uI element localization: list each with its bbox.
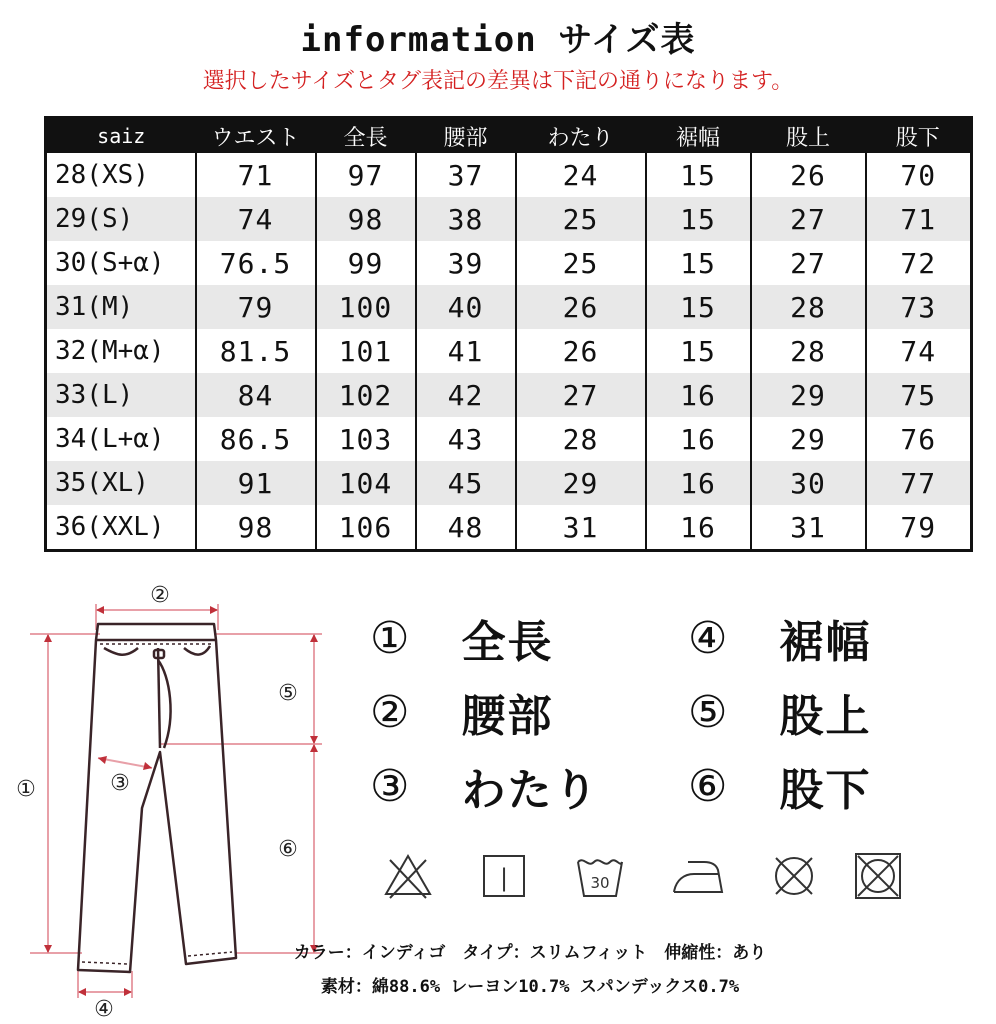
measurement-cell: 28: [751, 285, 866, 329]
legend-item: [688, 680, 871, 744]
iron-low-icon: [670, 848, 726, 904]
measurement-cell: 15: [646, 197, 751, 241]
measurement-cell: 25: [516, 241, 646, 285]
measurement-cell: 75: [866, 373, 972, 417]
measurement-cell: 74: [866, 329, 972, 373]
label-rise: ⑤: [278, 681, 298, 706]
measurement-cell: 15: [646, 241, 751, 285]
no-tumble-dry-icon: [766, 848, 822, 904]
measurement-cell: 24: [516, 153, 646, 197]
measurement-cell: 74: [196, 197, 316, 241]
measurement-cell: 37: [416, 153, 516, 197]
measurement-cell: 45: [416, 461, 516, 505]
measurement-cell: 103: [316, 417, 416, 461]
size-cell: 30(S+α): [46, 241, 196, 285]
measurement-cell: 26: [751, 153, 866, 197]
measurement-cell: 76: [866, 417, 972, 461]
size-cell: 34(L+α): [46, 417, 196, 461]
label-hem: ④: [94, 997, 114, 1022]
legend-number: ④: [688, 612, 728, 664]
page-subtitle: 選択したサイズとタグ表記の差異は下記の通りになります。: [202, 69, 794, 94]
legend-label: 全長: [461, 617, 554, 668]
measurement-cell: 102: [316, 373, 416, 417]
measurement-cell: 99: [316, 241, 416, 285]
table-row: [46, 153, 972, 197]
measurement-cell: 97: [316, 153, 416, 197]
size-table: [44, 116, 973, 552]
measurement-cell: 28: [751, 329, 866, 373]
table-row: [46, 505, 972, 551]
measurement-cell: 106: [316, 505, 416, 551]
measurement-cell: 26: [516, 285, 646, 329]
product-attributes: カラー：インディゴ タイプ：スリムフィット 伸縮性：あり: [293, 943, 767, 963]
table-row: [46, 373, 972, 417]
header-thigh: わたり: [516, 118, 646, 154]
measurement-cell: 41: [416, 329, 516, 373]
measurement-cell: 76.5: [196, 241, 316, 285]
measurement-cell: 71: [866, 197, 972, 241]
header-waist: ウエスト: [196, 118, 316, 154]
measurement-cell: 16: [646, 417, 751, 461]
legend-item: [370, 680, 553, 744]
measurement-cell: 30: [751, 461, 866, 505]
measurement-cell: 40: [416, 285, 516, 329]
measurement-cell: 70: [866, 153, 972, 197]
measurement-cell: 101: [316, 329, 416, 373]
size-cell: 35(XL): [46, 461, 196, 505]
table-row: [46, 285, 972, 329]
no-bleach-icon: [380, 848, 436, 904]
label-thigh: ③: [110, 771, 130, 796]
measurement-cell: 26: [516, 329, 646, 373]
measurement-cell: 81.5: [196, 329, 316, 373]
measurement-cell: 31: [516, 505, 646, 551]
legend-item: [370, 606, 553, 670]
measurement-cell: 25: [516, 197, 646, 241]
table-row: [46, 417, 972, 461]
measurement-cell: 15: [646, 329, 751, 373]
measurement-cell: 38: [416, 197, 516, 241]
legend-label: 股下: [779, 765, 872, 816]
measurement-cell: 15: [646, 153, 751, 197]
legend-item: [688, 606, 871, 670]
legend-label: 裾幅: [779, 617, 872, 668]
wash-30-icon: [572, 848, 628, 904]
measurement-cell: 27: [751, 241, 866, 285]
measurement-cell: 98: [196, 505, 316, 551]
material-composition: 素材：綿88.6% レーヨン10.7% スパンデックス0.7%: [320, 977, 740, 997]
measurement-cell: 27: [516, 373, 646, 417]
measurement-cell: 15: [646, 285, 751, 329]
measurement-cell: 16: [646, 373, 751, 417]
measurement-cell: 28: [516, 417, 646, 461]
measurement-cell: 29: [516, 461, 646, 505]
legend-label: 股上: [779, 691, 872, 742]
measurement-cell: 79: [196, 285, 316, 329]
measurement-cell: 16: [646, 505, 751, 551]
measurement-cell: 98: [316, 197, 416, 241]
label-inseam: ⑥: [278, 837, 298, 862]
measurement-cell: 91: [196, 461, 316, 505]
legend-label: 腰部: [461, 691, 554, 742]
measurement-cell: 42: [416, 373, 516, 417]
measurement-cell: 31: [751, 505, 866, 551]
header-inseam: 股下: [866, 118, 972, 154]
wash-temp: 30: [590, 874, 610, 892]
care-icons: [380, 848, 920, 904]
measurement-cell: 104: [316, 461, 416, 505]
measurement-cell: 84: [196, 373, 316, 417]
header-full-length: 全長: [316, 118, 416, 154]
table-row: [46, 329, 972, 373]
legend-number: ⑥: [688, 760, 728, 812]
measurement-cell: 100: [316, 285, 416, 329]
table-body: [46, 153, 972, 551]
measurement-cell: 16: [646, 461, 751, 505]
measurement-cell: 86.5: [196, 417, 316, 461]
measurement-cell: 39: [416, 241, 516, 285]
size-cell: 33(L): [46, 373, 196, 417]
legend-item: [370, 754, 599, 818]
measurement-cell: 43: [416, 417, 516, 461]
measurement-cell: 77: [866, 461, 972, 505]
no-dryclean-icon: [850, 848, 906, 904]
measurement-cell: 72: [866, 241, 972, 285]
size-cell: 28(XS): [46, 153, 196, 197]
dry-mark: |: [499, 864, 509, 892]
label-full-length: ①: [16, 777, 36, 802]
legend-number: ③: [370, 760, 410, 812]
measurement-cell: 71: [196, 153, 316, 197]
measurement-cell: 27: [751, 197, 866, 241]
line-dry-icon: [476, 848, 532, 904]
legend-item: [688, 754, 871, 818]
legend-label: わたり: [461, 765, 600, 816]
header-rise: 股上: [751, 118, 866, 154]
table-row: [46, 461, 972, 505]
measurement-cell: 29: [751, 373, 866, 417]
measurement-cell: 79: [866, 505, 972, 551]
header-hem: 裾幅: [646, 118, 751, 154]
table-row: [46, 197, 972, 241]
size-cell: 29(S): [46, 197, 196, 241]
table-header-row: [46, 118, 972, 154]
measurement-cell: 48: [416, 505, 516, 551]
header-hip: 腰部: [416, 118, 516, 154]
legend-number: ①: [370, 612, 410, 664]
header-size: saiz: [46, 118, 196, 154]
label-waist: ②: [150, 583, 170, 608]
legend-number: ⑤: [688, 686, 728, 738]
pants-stitching: [82, 644, 232, 964]
table-row: [46, 241, 972, 285]
measurement-cell: 73: [866, 285, 972, 329]
pants-outline: [78, 624, 236, 972]
legend-number: ②: [370, 686, 410, 738]
page-title: information サイズ表: [300, 20, 696, 60]
measurement-legend: [370, 606, 970, 826]
measurement-cell: 29: [751, 417, 866, 461]
size-cell: 31(M): [46, 285, 196, 329]
size-cell: 36(XXL): [46, 505, 196, 551]
size-cell: 32(M+α): [46, 329, 196, 373]
